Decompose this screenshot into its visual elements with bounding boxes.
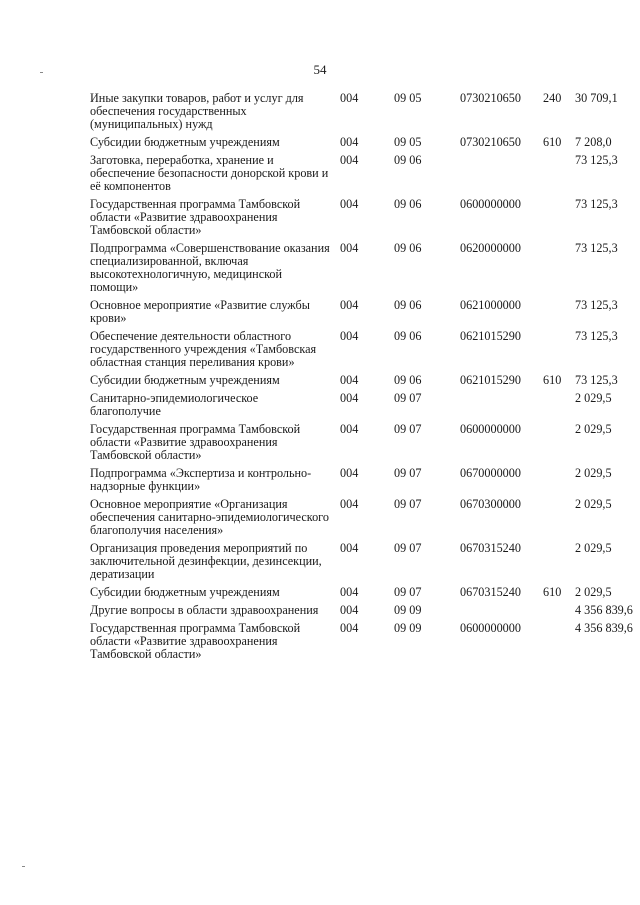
item-name: Субсидии бюджетным учреждениям (90, 585, 280, 599)
target-article-code: 0600000000 (460, 621, 521, 635)
table-row (90, 586, 610, 604)
item-name: Основное мероприятие «Организация обеспечения санитарно-эпидемиологического благополучия населения» (90, 497, 329, 537)
admin-code: 004 (340, 541, 359, 555)
target-article-code: 0670315240 (460, 585, 521, 599)
expense-type-code (543, 330, 575, 374)
table-row (90, 136, 610, 154)
section-code: 09 07 (394, 497, 422, 511)
item-name: Другие вопросы в области здравоохранения (90, 603, 319, 617)
amount: 73 125,3 (575, 241, 618, 255)
expense-type-code (543, 154, 575, 198)
amount: 73 125,3 (575, 197, 618, 211)
item-name: Заготовка, переработка, хранение и обеспечение безопасности донорской крови и её компонентов (90, 153, 329, 193)
item-name: Субсидии бюджетным учреждениям (90, 135, 280, 149)
expense-type-code: 610 (543, 135, 562, 149)
section-code: 09 06 (394, 241, 422, 255)
item-name: Основное мероприятие «Развитие службы крови» (90, 298, 310, 325)
section-code: 09 07 (394, 466, 422, 480)
admin-code: 004 (340, 329, 359, 343)
expense-type-code (543, 622, 575, 666)
table-row (90, 392, 610, 423)
section-code: 09 07 (394, 585, 422, 599)
section-code: 09 07 (394, 541, 422, 555)
item-name: Подпрограмма «Совершенствование оказания специализированной, включая высокотехнологичную, медицинской помощи» (90, 241, 330, 294)
admin-code: 004 (340, 135, 359, 149)
amount: 2 029,5 (575, 466, 612, 480)
target-article-code: 0670300000 (460, 497, 521, 511)
target-article-code: 0670000000 (460, 466, 521, 480)
item-name: Иные закупки товаров, работ и услуг для обеспечения государственных (муниципальных) нужд (90, 91, 304, 131)
page-number: 54 (313, 62, 327, 77)
target-article-code: 0621015290 (460, 329, 521, 343)
expense-type-code (543, 542, 575, 586)
table-row (90, 374, 610, 392)
expense-type-code (543, 467, 575, 498)
target-article-code: 0670315240 (460, 541, 521, 555)
amount: 4 356 839,6 (575, 621, 633, 635)
table-row (90, 423, 610, 467)
section-code: 09 06 (394, 197, 422, 211)
table-row (90, 622, 610, 666)
amount: 2 029,5 (575, 422, 612, 436)
admin-code: 004 (340, 603, 359, 617)
target-article-code: 0730210650 (460, 135, 521, 149)
table-row (90, 92, 610, 136)
item-name: Государственная программа Тамбовской области «Развитие здравоохранения Тамбовской области» (90, 197, 301, 237)
target-article-code: 0621000000 (460, 298, 521, 312)
amount: 73 125,3 (575, 153, 618, 167)
table-row (90, 542, 610, 586)
target-article-code: 0730210650 (460, 91, 521, 105)
admin-code: 004 (340, 91, 359, 105)
item-name: Организация проведения мероприятий по заключительной дезинфекции, дезинсекции, дератизации (90, 541, 322, 581)
admin-code: 004 (340, 373, 359, 387)
admin-code: 004 (340, 153, 359, 167)
budget-table-body (90, 91, 633, 666)
amount: 7 208,0 (575, 135, 612, 149)
admin-code: 004 (340, 621, 359, 635)
admin-code: 004 (340, 241, 359, 255)
margin-mark (40, 72, 43, 73)
section-code: 09 05 (394, 91, 422, 105)
expense-type-code (543, 299, 575, 330)
admin-code: 004 (340, 497, 359, 511)
section-code: 09 06 (394, 298, 422, 312)
table-row (90, 198, 610, 242)
amount: 73 125,3 (575, 329, 618, 343)
table-row (90, 154, 610, 198)
admin-code: 004 (340, 466, 359, 480)
item-name: Подпрограмма «Экспертиза и контрольно-надзорные функции» (90, 466, 312, 493)
target-article-code (454, 604, 543, 622)
section-code: 09 07 (394, 391, 422, 405)
amount: 2 029,5 (575, 391, 612, 405)
admin-code: 004 (340, 585, 359, 599)
expense-type-code: 610 (543, 585, 562, 599)
item-name: Обеспечение деятельности областного государственного учреждения «Тамбовская областная станция переливания крови» (90, 329, 317, 369)
section-code: 09 07 (394, 422, 422, 436)
item-name: Государственная программа Тамбовской области «Развитие здравоохранения Тамбовской области» (90, 422, 301, 462)
amount: 2 029,5 (575, 497, 612, 511)
target-article-code (454, 392, 543, 423)
table-row (90, 498, 610, 542)
margin-mark (22, 866, 25, 867)
item-name: Государственная программа Тамбовской области «Развитие здравоохранения Тамбовской области» (90, 621, 301, 661)
table-row (90, 467, 610, 498)
table-row (90, 242, 610, 299)
amount: 2 029,5 (575, 541, 612, 555)
table-row (90, 604, 610, 622)
target-article-code: 0621015290 (460, 373, 521, 387)
expense-type-code (543, 198, 575, 242)
target-article-code: 0600000000 (460, 422, 521, 436)
expense-type-code: 240 (543, 91, 562, 105)
table-row (90, 330, 610, 374)
section-code: 09 09 (394, 621, 422, 635)
section-code: 09 06 (394, 373, 422, 387)
section-code: 09 06 (394, 153, 422, 167)
section-code: 09 06 (394, 329, 422, 343)
item-name: Субсидии бюджетным учреждениям (90, 373, 280, 387)
budget-table (90, 91, 633, 666)
section-code: 09 05 (394, 135, 422, 149)
target-article-code: 0620000000 (460, 241, 521, 255)
expense-type-code (543, 498, 575, 542)
target-article-code (454, 154, 543, 198)
expense-type-code (543, 242, 575, 299)
amount: 30 709,1 (575, 91, 618, 105)
table-row (90, 299, 610, 330)
expense-type-code (543, 604, 575, 622)
expense-type-code (543, 423, 575, 467)
amount: 4 356 839,6 (575, 603, 633, 617)
amount: 73 125,3 (575, 373, 618, 387)
amount: 73 125,3 (575, 298, 618, 312)
amount: 2 029,5 (575, 585, 612, 599)
item-name: Санитарно-эпидемиологическое благополучие (90, 391, 259, 418)
admin-code: 004 (340, 197, 359, 211)
expense-type-code: 610 (543, 373, 562, 387)
section-code: 09 09 (394, 603, 422, 617)
admin-code: 004 (340, 422, 359, 436)
target-article-code: 0600000000 (460, 197, 521, 211)
expense-type-code (543, 392, 575, 423)
admin-code: 004 (340, 298, 359, 312)
admin-code: 004 (340, 391, 359, 405)
